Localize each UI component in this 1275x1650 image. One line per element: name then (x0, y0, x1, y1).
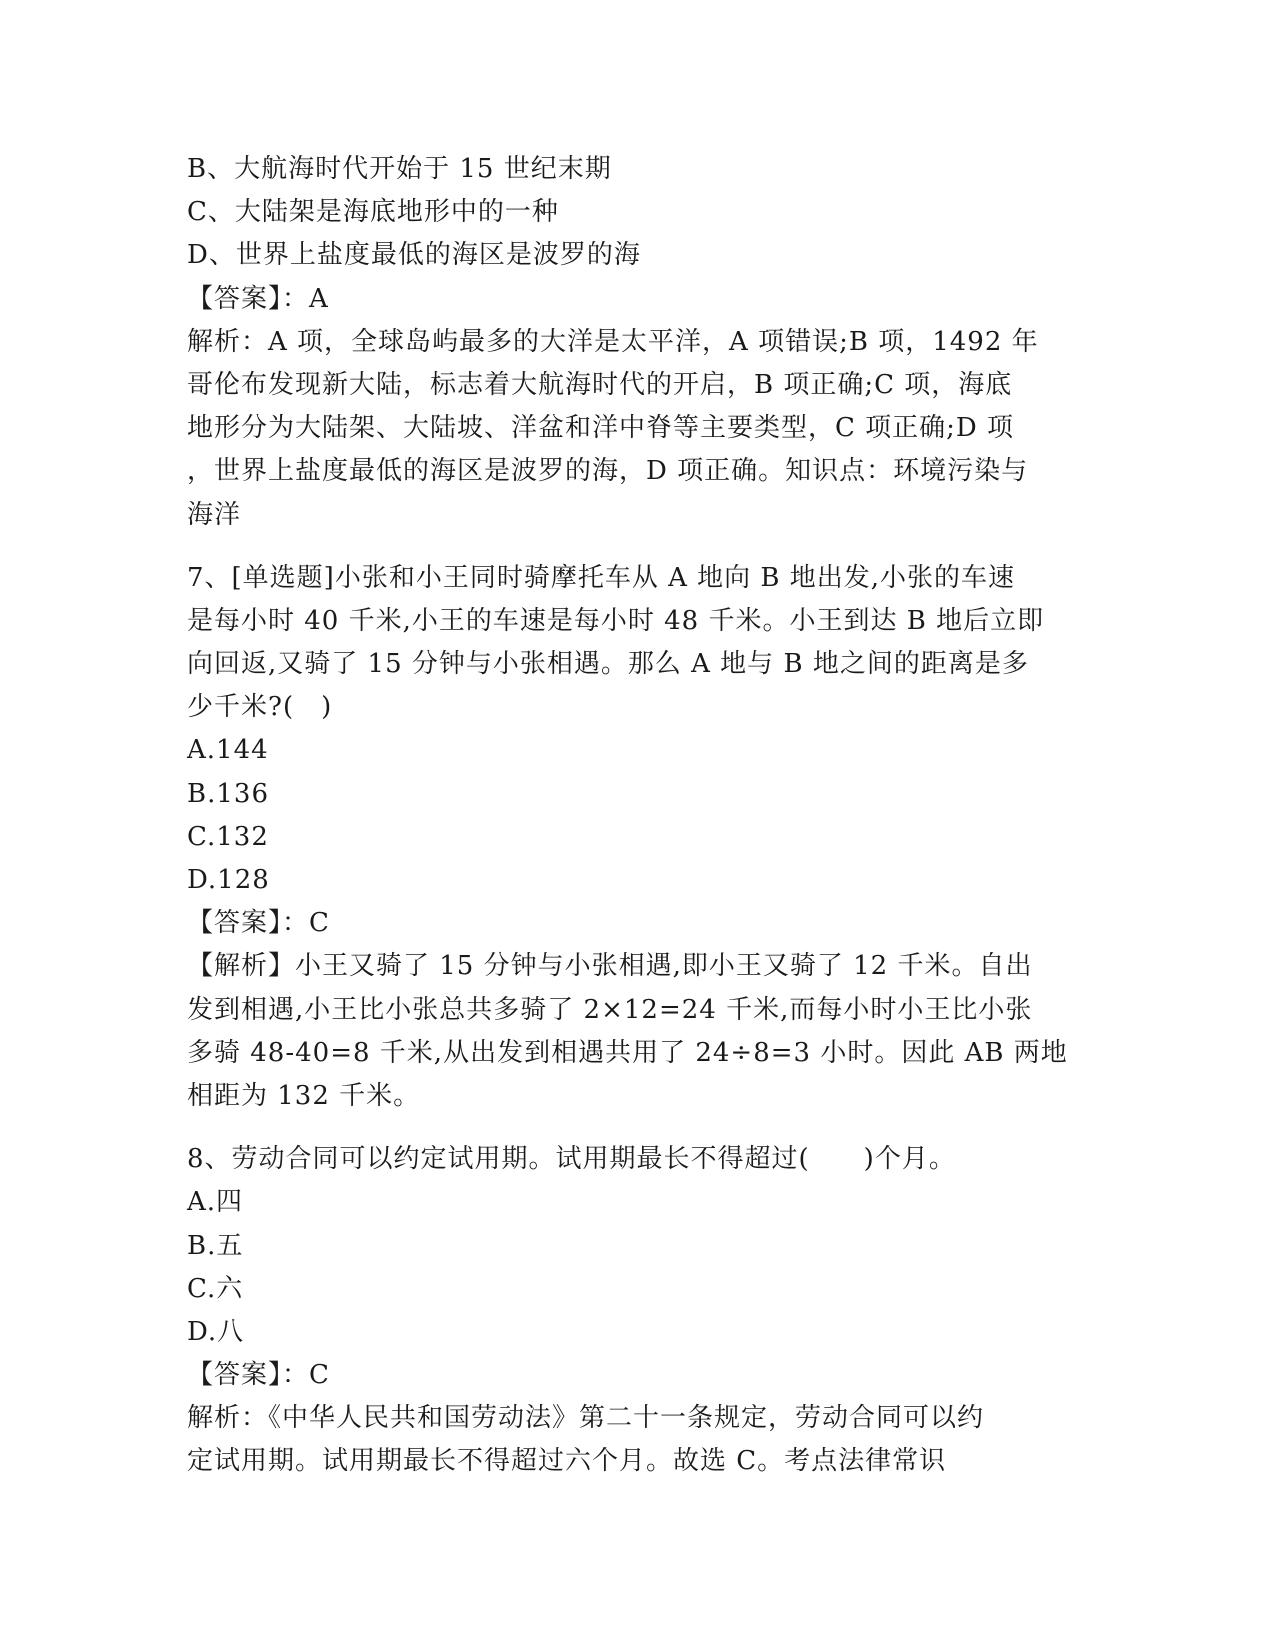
answer: 【答案】：A (187, 283, 329, 314)
answer: 【答案】：C (187, 908, 330, 939)
question-stem-line: 向回返,又骑了 15 分钟与小张相遇。那么 A 地与 B 地之间的距离是多 (187, 649, 1029, 680)
analysis-line: 哥伦布发现新大陆，标志着大航海时代的开启，B 项正确;C 项，海底 (187, 369, 1013, 400)
analysis-line: 多骑 48-40=8 千米,从出发到相遇共用了 24÷8=3 小时。因此 AB 两地 (187, 1037, 1068, 1068)
option-d: D、世界上盐度最低的海区是波罗的海 (187, 240, 641, 271)
answer: 【答案】：C (187, 1360, 330, 1391)
option-b: B.五 (187, 1230, 244, 1261)
analysis-line: 解析：A 项，全球岛屿最多的大洋是太平洋，A 项错误;B 项，1492 年 (187, 326, 1039, 357)
question-stem-line: 少千米?( ) (187, 692, 333, 723)
option-c: C.六 (187, 1273, 244, 1304)
option-a: A.144 (187, 735, 269, 766)
question-stem-line: 7、[单选题]小张和小王同时骑摩托车从 A 地向 B 地出发,小张的车速 (187, 562, 1016, 593)
question-7 (187, 557, 1087, 1118)
option-d: D.八 (187, 1316, 245, 1347)
spacer (187, 537, 1087, 557)
analysis-line: 【解析】小王又骑了 15 分钟与小张相遇,即小王又骑了 12 千米。自出 (187, 951, 1033, 982)
analysis-line: ，世界上盐度最低的海区是波罗的海，D 项正确。知识点：环境污染与 (187, 456, 1029, 487)
option-b: B.136 (187, 778, 269, 809)
analysis-line: 相距为 132 千米。 (187, 1080, 421, 1111)
analysis-line: 海洋 (187, 499, 242, 530)
option-c: C.132 (187, 821, 269, 852)
analysis-line: 发到相遇,小王比小张总共多骑了 2×12=24 千米,而每小时小王比小张 (187, 994, 1033, 1025)
analysis-line: 地形分为大陆架、大陆坡、洋盆和洋中脊等主要类型，C 项正确;D 项 (187, 413, 1015, 444)
option-c: C、大陆架是海底地形中的一种 (187, 197, 559, 228)
option-b: B、大航海时代开始于 15 世纪末期 (187, 154, 612, 184)
spacer (187, 1118, 1087, 1138)
analysis-line: 定试用期。试用期最长不得超过六个月。故选 C。考点法律常识 (187, 1446, 947, 1477)
question-stem-line: 是每小时 40 千米,小王的车速是每小时 48 千米。小王到达 B 地后立即 (187, 605, 1045, 636)
analysis-line: 解析：《中华人民共和国劳动法》第二十一条规定，劳动合同可以约 (187, 1403, 985, 1434)
option-d: D.128 (187, 865, 270, 895)
question-8 (187, 1138, 1087, 1484)
document-page (187, 148, 1087, 1484)
question-6-tail (187, 148, 1087, 537)
option-a: A.四 (187, 1187, 244, 1218)
question-stem-line: 8、劳动合同可以约定试用期。试用期最长不得超过( )个月。 (187, 1144, 956, 1175)
